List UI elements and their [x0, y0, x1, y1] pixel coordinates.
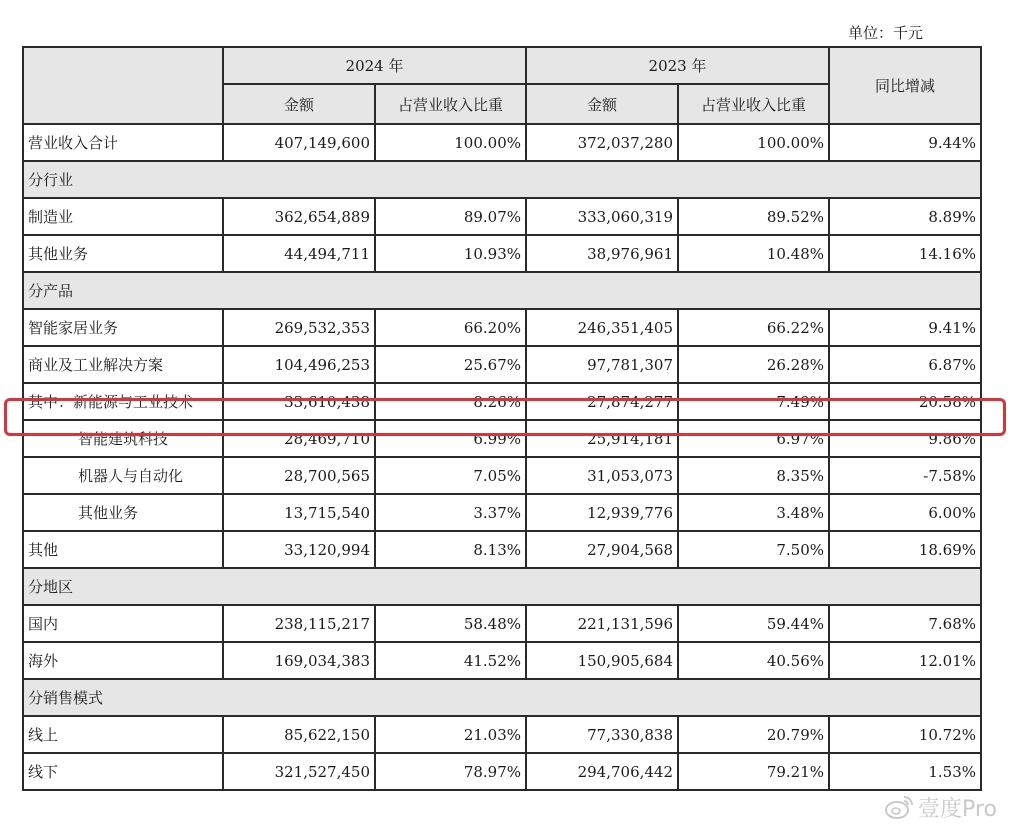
share-2024: 8.13% — [375, 531, 526, 568]
amount-2024: 407,149,600 — [223, 124, 375, 161]
table-row — [23, 494, 981, 531]
amount-2024: 238,115,217 — [223, 605, 375, 642]
row-label: 国内 — [23, 605, 223, 642]
yoy-change: 10.72% — [829, 716, 981, 753]
share-2024: 78.97% — [375, 753, 526, 790]
table-row — [23, 531, 981, 568]
watermark — [884, 790, 1020, 824]
yoy-change: 9.41% — [829, 309, 981, 346]
amount-2023: 25,914,181 — [526, 420, 678, 457]
amount-2023: 333,060,319 — [526, 198, 678, 235]
row-label: 海外 — [23, 642, 223, 679]
yoy-change: -7.58% — [829, 457, 981, 494]
amount-2024: 85,622,150 — [223, 716, 375, 753]
yoy-change: 1.53% — [829, 753, 981, 790]
row-label: 其中：新能源与工业技术 — [23, 383, 223, 420]
yoy-change: 14.16% — [829, 235, 981, 272]
amount-2023: 27,904,568 — [526, 531, 678, 568]
table-body — [23, 124, 981, 790]
share-2024: 8.26% — [375, 383, 526, 420]
share-2023: 66.22% — [678, 309, 829, 346]
amount-2023: 372,037,280 — [526, 124, 678, 161]
yoy-change: 20.58% — [829, 383, 981, 420]
section-row — [23, 568, 981, 605]
share-2023: 40.56% — [678, 642, 829, 679]
amount-2023: 77,330,838 — [526, 716, 678, 753]
row-label: 制造业 — [23, 198, 223, 235]
amount-2024: 362,654,889 — [223, 198, 375, 235]
share-2023: 59.44% — [678, 605, 829, 642]
header-year-2024: 2024 年 — [223, 47, 526, 84]
header-yoy: 同比增减 — [829, 47, 981, 124]
yoy-change: 6.87% — [829, 346, 981, 383]
section-label: 分地区 — [23, 568, 981, 605]
row-label: 营业收入合计 — [23, 124, 223, 161]
share-2024: 41.52% — [375, 642, 526, 679]
share-2023: 100.00% — [678, 124, 829, 161]
header-share-2023: 占营业收入比重 — [678, 84, 829, 124]
amount-2024: 33,120,994 — [223, 531, 375, 568]
amount-2024: 13,715,540 — [223, 494, 375, 531]
share-2023: 79.21% — [678, 753, 829, 790]
share-2023: 8.35% — [678, 457, 829, 494]
weibo-icon — [884, 794, 914, 820]
amount-2024: 28,469,710 — [223, 420, 375, 457]
row-label: 机器人与自动化 — [23, 457, 223, 494]
row-label: 线上 — [23, 716, 223, 753]
table-row — [23, 235, 981, 272]
amount-2024: 321,527,450 — [223, 753, 375, 790]
amount-2024: 33,610,438 — [223, 383, 375, 420]
amount-2023: 27,874,277 — [526, 383, 678, 420]
table-row — [23, 605, 981, 642]
header-amount-2024: 金额 — [223, 84, 375, 124]
table-row — [23, 420, 981, 457]
row-label: 线下 — [23, 753, 223, 790]
yoy-change: 12.01% — [829, 642, 981, 679]
section-row — [23, 272, 981, 309]
yoy-change: 8.89% — [829, 198, 981, 235]
yoy-change: 6.00% — [829, 494, 981, 531]
amount-2024: 44,494,711 — [223, 235, 375, 272]
section-row — [23, 679, 981, 716]
yoy-change: 9.86% — [829, 420, 981, 457]
share-2024: 21.03% — [375, 716, 526, 753]
share-2024: 25.67% — [375, 346, 526, 383]
section-label: 分销售模式 — [23, 679, 981, 716]
table-row — [23, 716, 981, 753]
share-2024: 7.05% — [375, 457, 526, 494]
yoy-change: 7.68% — [829, 605, 981, 642]
amount-2024: 269,532,353 — [223, 309, 375, 346]
yoy-change: 9.44% — [829, 124, 981, 161]
row-label: 智能家居业务 — [23, 309, 223, 346]
header-corner — [23, 47, 223, 124]
section-label: 分产品 — [23, 272, 981, 309]
table-row — [23, 753, 981, 790]
share-2024: 89.07% — [375, 198, 526, 235]
header-share-2024: 占营业收入比重 — [375, 84, 526, 124]
share-2024: 58.48% — [375, 605, 526, 642]
table-row — [23, 309, 981, 346]
amount-2023: 294,706,442 — [526, 753, 678, 790]
row-label: 其他业务 — [23, 494, 223, 531]
section-label: 分行业 — [23, 161, 981, 198]
share-2024: 66.20% — [375, 309, 526, 346]
share-2024: 100.00% — [375, 124, 526, 161]
table-row — [23, 346, 981, 383]
share-2023: 7.50% — [678, 531, 829, 568]
table-row-highlighted — [23, 383, 981, 420]
row-label: 商业及工业解决方案 — [23, 346, 223, 383]
row-label: 智能建筑科技 — [23, 420, 223, 457]
share-2023: 89.52% — [678, 198, 829, 235]
table-row — [23, 124, 981, 161]
share-2024: 6.99% — [375, 420, 526, 457]
amount-2023: 221,131,596 — [526, 605, 678, 642]
share-2024: 3.37% — [375, 494, 526, 531]
row-label: 其他业务 — [23, 235, 223, 272]
share-2023: 6.97% — [678, 420, 829, 457]
header-row-years — [23, 47, 981, 84]
table-row — [23, 642, 981, 679]
share-2023: 26.28% — [678, 346, 829, 383]
amount-2024: 169,034,383 — [223, 642, 375, 679]
amount-2023: 150,905,684 — [526, 642, 678, 679]
amount-2023: 38,976,961 — [526, 235, 678, 272]
share-2023: 10.48% — [678, 235, 829, 272]
share-2023: 20.79% — [678, 716, 829, 753]
header-year-2023: 2023 年 — [526, 47, 829, 84]
header-amount-2023: 金额 — [526, 84, 678, 124]
section-row — [23, 161, 981, 198]
share-2023: 7.49% — [678, 383, 829, 420]
amount-2024: 28,700,565 — [223, 457, 375, 494]
amount-2024: 104,496,253 — [223, 346, 375, 383]
amount-2023: 12,939,776 — [526, 494, 678, 531]
watermark-text: 壹度Pro — [918, 796, 997, 822]
table-row — [23, 198, 981, 235]
row-label: 其他 — [23, 531, 223, 568]
amount-2023: 97,781,307 — [526, 346, 678, 383]
share-2023: 3.48% — [678, 494, 829, 531]
unit-label: 单位：千元 — [848, 24, 924, 42]
yoy-change: 18.69% — [829, 531, 981, 568]
revenue-table — [22, 46, 982, 791]
share-2024: 10.93% — [375, 235, 526, 272]
amount-2023: 246,351,405 — [526, 309, 678, 346]
amount-2023: 31,053,073 — [526, 457, 678, 494]
table-row — [23, 457, 981, 494]
